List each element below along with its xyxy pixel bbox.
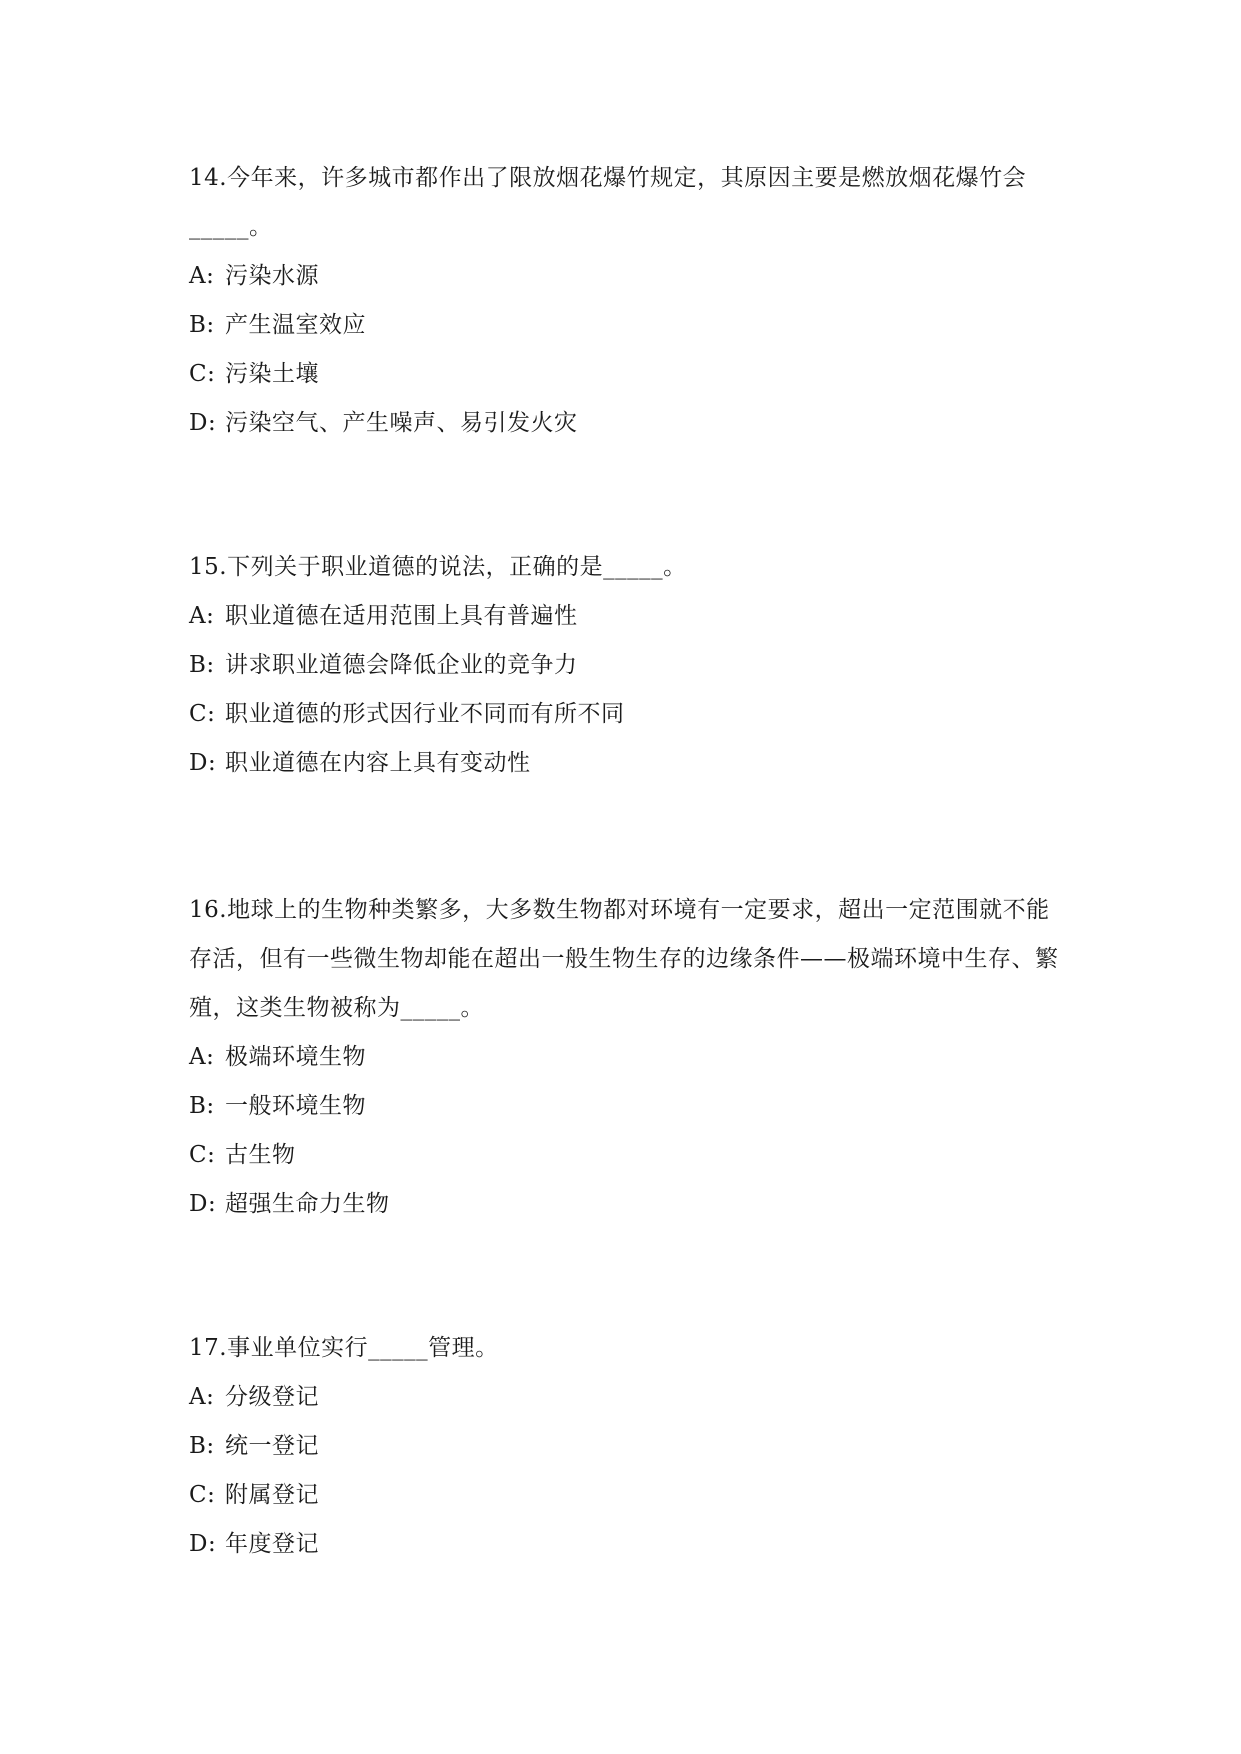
question-15: [189, 543, 1069, 788]
option-text: 污染土壤: [225, 361, 319, 387]
option-letter: D:: [189, 750, 217, 776]
option-b[interactable]: [189, 1082, 1069, 1131]
question-stem: 17.事业单位实行_____管理。: [189, 1335, 499, 1361]
option-text: 年度登记: [225, 1531, 319, 1557]
option-letter: A:: [189, 1044, 215, 1070]
option-text: 古生物: [225, 1142, 296, 1168]
option-letter: C:: [189, 701, 216, 727]
option-text: 附属登记: [225, 1482, 319, 1508]
option-letter: C:: [189, 361, 216, 387]
option-text: 超强生命力生物: [225, 1191, 390, 1217]
option-c[interactable]: [189, 690, 1069, 739]
question-stem: 14.今年来，许多城市都作出了限放烟花爆竹规定，其原因主要是燃放烟花爆竹会_____。: [189, 165, 1027, 240]
option-a[interactable]: [189, 252, 1069, 301]
option-letter: B:: [189, 652, 215, 678]
option-a[interactable]: [189, 1373, 1069, 1422]
option-text: 一般环境生物: [225, 1093, 366, 1119]
option-c[interactable]: [189, 350, 1069, 399]
option-text: 职业道德在适用范围上具有普遍性: [225, 603, 578, 629]
question-16: [189, 886, 1069, 1229]
option-text: 职业道德的形式因行业不同而有所不同: [225, 701, 625, 727]
option-d[interactable]: [189, 739, 1069, 788]
option-letter: D:: [189, 410, 217, 436]
option-b[interactable]: [189, 301, 1069, 350]
option-d[interactable]: [189, 1180, 1069, 1229]
option-text: 极端环境生物: [225, 1044, 366, 1070]
option-b[interactable]: [189, 1422, 1069, 1471]
option-letter: A:: [189, 603, 215, 629]
option-text: 污染水源: [225, 263, 319, 289]
question-stem: 15.下列关于职业道德的说法，正确的是_____。: [189, 554, 687, 580]
option-letter: D:: [189, 1191, 217, 1217]
question-stem: 16.地球上的生物种类繁多，大多数生物都对环境有一定要求，超出一定范围就不能存活，但有一些微生物却能在超出一般生物生存的边缘条件——极端环境中生存、繁殖，这类生物被称为_____。: [189, 897, 1059, 1021]
option-a[interactable]: [189, 592, 1069, 641]
option-letter: B:: [189, 1433, 215, 1459]
question-17: [189, 1324, 1069, 1569]
option-text: 职业道德在内容上具有变动性: [225, 750, 531, 776]
option-letter: A:: [189, 1384, 215, 1410]
option-text: 讲求职业道德会降低企业的竞争力: [225, 652, 578, 678]
option-d[interactable]: [189, 399, 1069, 448]
option-c[interactable]: [189, 1131, 1069, 1180]
option-text: 污染空气、产生噪声、易引发火灾: [225, 410, 578, 436]
option-text: 产生温室效应: [225, 312, 366, 338]
option-letter: C:: [189, 1142, 216, 1168]
option-c[interactable]: [189, 1471, 1069, 1520]
option-letter: B:: [189, 312, 215, 338]
option-letter: B:: [189, 1093, 215, 1119]
option-text: 统一登记: [225, 1433, 319, 1459]
option-d[interactable]: [189, 1520, 1069, 1569]
option-letter: A:: [189, 263, 215, 289]
option-letter: C:: [189, 1482, 216, 1508]
question-14: [189, 154, 1069, 448]
option-a[interactable]: [189, 1033, 1069, 1082]
option-letter: D:: [189, 1531, 217, 1557]
option-text: 分级登记: [225, 1384, 319, 1410]
option-b[interactable]: [189, 641, 1069, 690]
